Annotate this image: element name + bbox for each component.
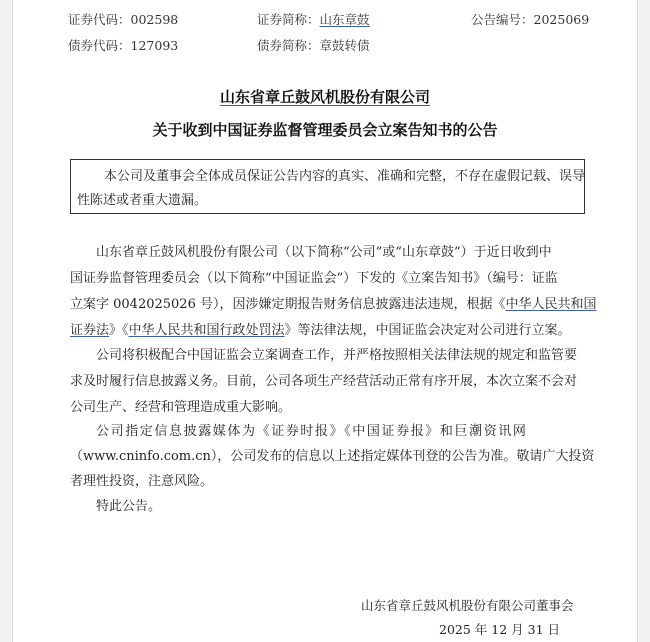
p3-line-3: 者理性投资，注意风险。 bbox=[70, 474, 214, 489]
bond-name bbox=[257, 36, 370, 54]
p1-line-4-bracket: 》《 bbox=[109, 323, 129, 338]
p2-line-1: 公司将积极配合中国证监会立案调查工作，并严格按照相关法律法规的规定和监管要 bbox=[96, 348, 578, 363]
disclaimer-line-1: 本公司及董事会全体成员保证公告内容的真实、准确和完整，不存在虚假记载、误导 bbox=[104, 169, 586, 184]
disclaimer-line-2: 性陈述或者重大遗漏。 bbox=[77, 193, 208, 208]
p3-line-1: 公司指定信息披露媒体为《证券时报》《中国证券报》和巨潮资讯网 bbox=[96, 424, 528, 439]
bond-code bbox=[68, 36, 178, 54]
admin-penalty-law-link: 中华人民共和国行政处罚法 bbox=[128, 323, 285, 338]
p1-line-3 bbox=[70, 293, 597, 312]
company-title: 山东省章丘鼓风机股份有限公司 bbox=[219, 88, 430, 106]
securities-law-link-part2: 证券法 bbox=[70, 323, 110, 338]
stock-name-value: 山东章鼓 bbox=[319, 12, 370, 27]
announcement-no-label: 公告编号： bbox=[471, 12, 534, 27]
p1-line-4-text: 》等法律法规，中国证监会决定对公司进行立案。 bbox=[284, 323, 571, 338]
stock-code-label: 证券代码： bbox=[68, 12, 131, 27]
announcement-no bbox=[471, 10, 589, 28]
stock-code bbox=[68, 10, 178, 28]
announcement-no-value: 2025069 bbox=[533, 12, 590, 27]
p1-line-4 bbox=[70, 319, 571, 338]
announcement-date: 2025 年 12 月 31 日 bbox=[439, 622, 560, 637]
bond-name-label: 债券简称： bbox=[257, 38, 320, 53]
stock-name-label: 证券简称： bbox=[257, 12, 320, 27]
p1-line-1: 山东省章丘鼓风机股份有限公司（以下简称“公司”或“山东章鼓”）于近日收到中 bbox=[96, 245, 552, 260]
p3-line-2: （www.cninfo.com.cn），公司发布的信息以上述指定媒体刊登的公告为准。敬请广大投资 bbox=[70, 449, 595, 464]
bond-code-value: 127093 bbox=[130, 38, 179, 53]
closing-remark: 特此公告。 bbox=[96, 499, 162, 514]
disclaimer-box bbox=[70, 159, 585, 214]
bond-name-value: 章鼓转债 bbox=[319, 38, 370, 53]
p1-line-2: 国证券监督管理委员会（以下简称“中国证监会”）下发的《立案告知书》（编号：证监 bbox=[70, 271, 558, 286]
p2-line-3: 公司生产、经营和管理造成重大影响。 bbox=[70, 400, 292, 415]
stock-name bbox=[257, 10, 370, 28]
securities-law-link-part1: 中华人民共和国 bbox=[505, 297, 597, 312]
issuer-signature: 山东省章丘鼓风机股份有限公司董事会 bbox=[361, 598, 574, 613]
announcement-title: 关于收到中国证券监督管理委员会立案告知书的公告 bbox=[152, 121, 498, 139]
bond-code-label: 债券代码： bbox=[68, 38, 131, 53]
p1-line-3-text: 立案字 0042025026 号），因涉嫌定期报告财务信息披露违法违规，根据《 bbox=[70, 297, 506, 312]
stock-code-value: 002598 bbox=[130, 12, 179, 27]
p2-line-2: 求及时履行信息披露义务。目前，公司各项生产经营活动正常有序开展，本次立案不会对 bbox=[70, 374, 578, 389]
